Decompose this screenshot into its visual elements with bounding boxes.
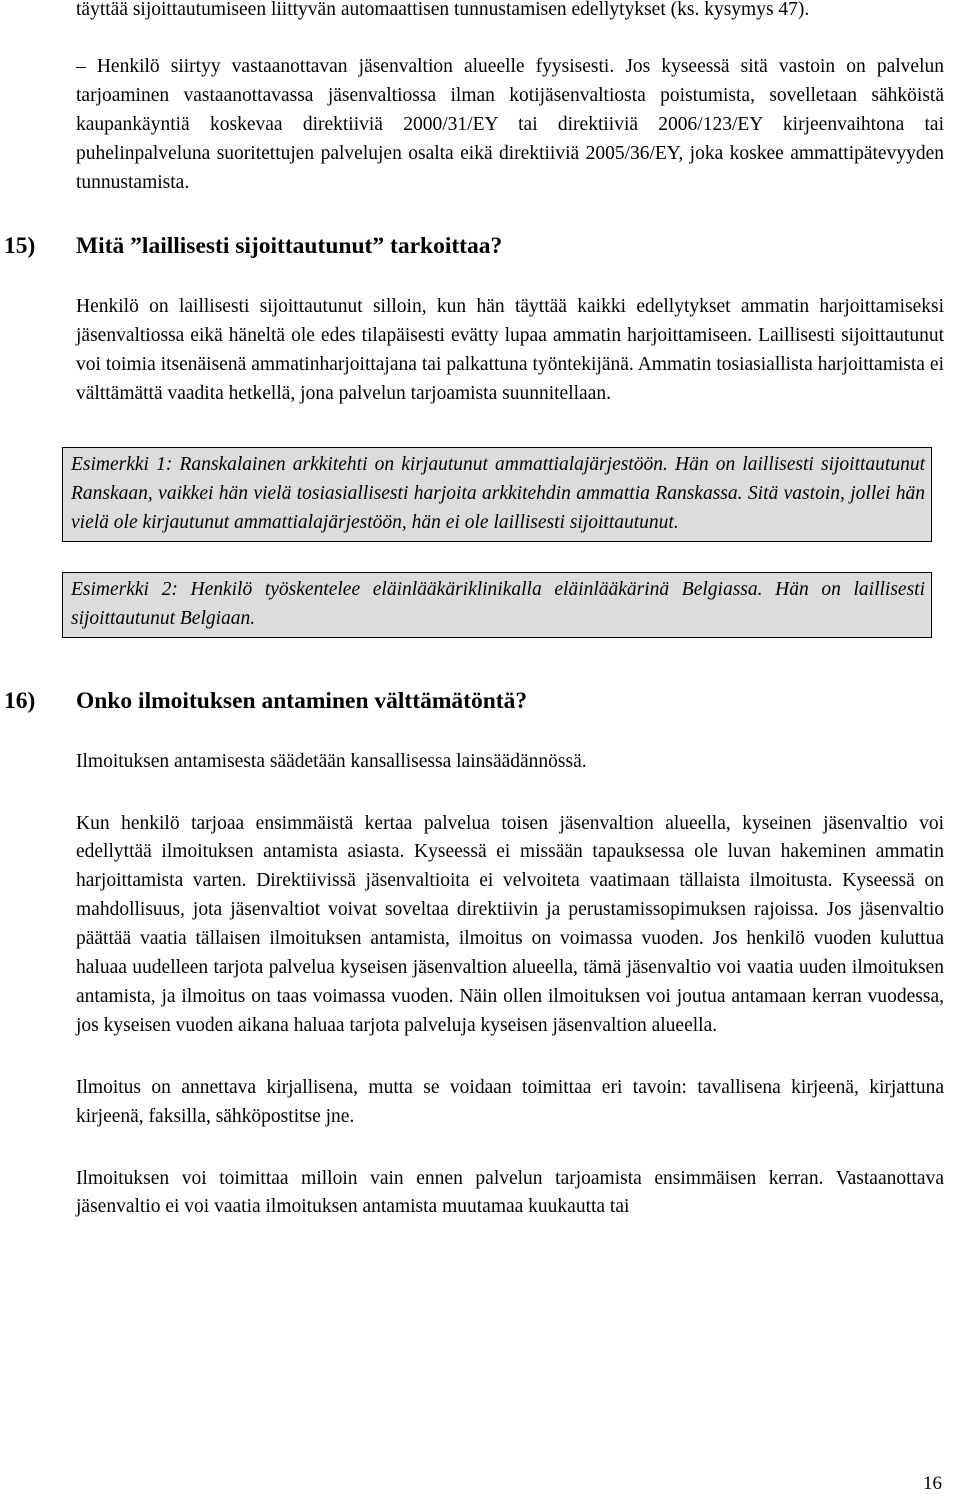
section-15-number: 15): [4, 233, 36, 260]
section-15-heading: [4, 231, 944, 261]
document-page: [4, 0, 944, 1222]
example-2-text: Esimerkki 2: Henkilö työskentelee eläinlääkäriklinikalla eläinlääkärinä Belgiassa. Hän on laillisesti sijoittautunut Belgiaan.: [71, 578, 925, 629]
section-16-paragraph-2: Kun henkilö tarjoaa ensimmäistä kertaa palvelua toisen jäsenvaltion alueella, kyseinen jäsenvaltio voi edellyttää ilmoituksen antamista asiasta. Kyseessä ei missään tapauksessa ole luvan hakeminen ammatin harjoittamista varten. Direktiivissä jäsenvaltioita ei velvoiteta vaatimaan tällaista ilmoitusta. Kyseessä on mahdollisuus, jota jäsenvaltiot voivat soveltaa direktiivin ja perustamissopimuksen rajoissa. Jos jäsenvaltio päättää vaatia tällaisen ilmoituksen antamista, ilmoitus on voimassa vuoden. Jos henkilö vuoden kuluttua haluaa uudelleen tarjota palvelua kyseisen jäsenvaltion alueella, tämä jäsenvaltio voi vaatia uuden ilmoituksen antamista, ja ilmoitus on taas voimassa vuoden. Näin ollen ilmoituksen voi joutua antamaan kerran vuodessa, jos kyseisen vuoden aikana haluaa tarjota palveluja kyseisen jäsenvaltion alueella.: [76, 812, 944, 1036]
section-16-paragraph-3: Ilmoitus on annettava kirjallisena, mutta se voidaan toimittaa eri tavoin: tavallisena kirjeenä, kirjattuna kirjeenä, faksilla, sähköpostitse jne.: [76, 1076, 944, 1127]
section-16-number: 16): [4, 687, 36, 714]
example-1-text: Esimerkki 1: Ranskalainen arkkitehti on kirjautunut ammattialajärjestöön. Hän on laillisesti sijoittautunut Ranskaan, vaikkei hän vielä tosiasiallisesti harjoita arkkitehdin ammattia Ranskassa. Sitä vastoin, jollei hän vielä ole kirjautunut ammattialajärjestöön, hän ei ole laillisesti sijoittautunut.: [71, 454, 925, 533]
example-2-box: [62, 572, 932, 638]
section-15-title: Mitä ”laillisesti sijoittautunut” tarkoittaa?: [76, 233, 503, 260]
section-16-title: Onko ilmoituksen antaminen välttämätöntä?: [76, 687, 528, 714]
section-15-paragraph: Henkilö on laillisesti sijoittautunut silloin, kun hän täyttää kaikki edellytykset ammatin harjoittamiseksi jäsenvaltiossa eikä häneltä ole edes tilapäisesti evätty lupaa ammatin harjoittamiseen. Laillisesti sijoittautunut voi toimia itsenäisenä ammatinharjoittajana tai palkattuna työntekijänä. Ammatin tosiasiallista harjoittamista ei välttämättä vaadita hetkellä, jona palvelun tarjoamista suunnitellaan.: [76, 296, 944, 405]
example-1-box: [62, 447, 932, 542]
section-16-paragraph-4: Ilmoituksen voi toimittaa milloin vain ennen palvelun tarjoamista ensimmäisen kerran. Vastaanottava jäsenvaltio ei voi vaatia ilmoituksen antamista muutamaa kuukautta tai: [76, 1167, 944, 1218]
page-number: 16: [923, 1473, 942, 1494]
section-16-heading: [4, 686, 944, 716]
intro-continuation: täyttää sijoittautumiseen liittyvän automaattisen tunnustamisen edellytykset (ks. kysymys 47).: [76, 0, 810, 20]
intro-bullet-paragraph: – Henkilö siirtyy vastaanottavan jäsenvaltion alueelle fyysisesti. Jos kyseessä sitä vastoin on palvelun tarjoaminen vastaanottavassa jäsenvaltiossa ilman kotijäsenvaltiosta poistumista, sovelletaan sähköistä kaupankäyntiä koskevaa direktiiviä 2000/31/EY tai direktiiviä 2006/123/EY kirjeenvaihtona tai puhelinpalveluna suoritettujen palvelujen osalta eikä direktiiviä 2005/36/EY, joka koskee ammattipätevyyden tunnustamista.: [76, 55, 944, 193]
section-16-paragraph-1: Ilmoituksen antamisesta säädetään kansallisessa lainsäädännössä.: [76, 750, 587, 772]
